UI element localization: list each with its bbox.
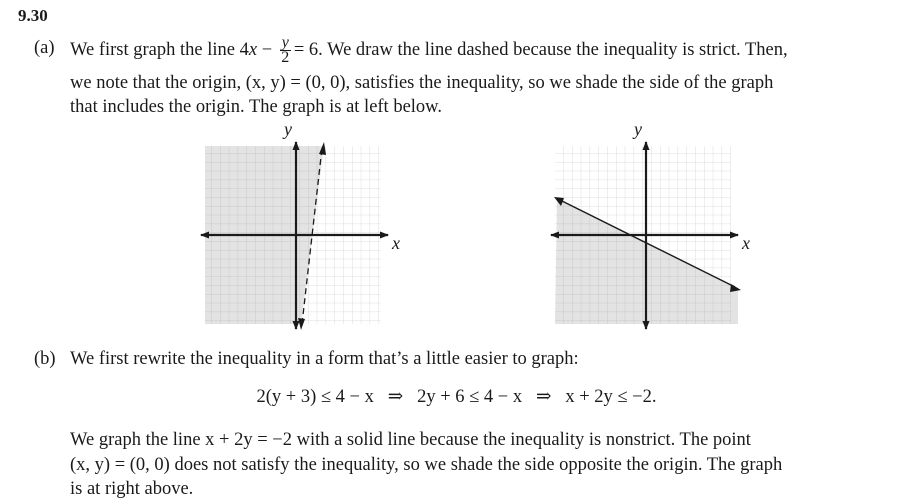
graphs-figure [0,118,913,333]
part-b-intro: We first rewrite the inequality in a form that’s a little easier to graph: [70,349,579,369]
left-x-label: x [392,233,400,253]
fraction-y-over-2 [280,36,291,65]
right-graph [551,119,750,329]
left-y-label: y [284,119,292,139]
right-y-label: y [634,119,642,139]
part-b-line-1: We graph the line x + 2y = −2 with a solid line because the inequality is nonstrict. The point [70,430,751,450]
part-a-label: (a) [34,38,55,58]
minus-sign: − [257,39,277,60]
var-x: x [248,39,258,60]
part-b-equation: 2(y + 3) ≤ 4 − x ⇒ 2y + 6 ≤ 4 − x ⇒ x + 2y ≤ −2. [256,387,657,407]
part-a-line-2: we note that the origin, (x, y) = (0, 0), satisfies the inequality, so we shade the side of the graph [70,73,774,93]
part-b-line-3: is at right above. [70,479,194,499]
problem-number: 9.30 [18,6,48,25]
left-graph [201,119,400,330]
part-a-line-1-pre: We first graph the line 4 [70,39,249,60]
right-x-label: x [742,233,750,253]
part-a-line-1-post: = 6. We draw the line dashed because the inequality is strict. Then, [293,39,788,60]
fraction-denominator: 2 [281,49,290,66]
part-a-line-1 [70,36,900,65]
part-b-line-2: (x, y) = (0, 0) does not satisfy the inequality, so we shade the side opposite the origin. The graph [70,455,783,475]
right-boundary-arrow-right [730,284,741,292]
part-a-line-3: that includes the origin. The graph is at left below. [70,97,442,117]
fraction-numerator: y [281,34,289,51]
part-b-label: (b) [34,349,56,369]
